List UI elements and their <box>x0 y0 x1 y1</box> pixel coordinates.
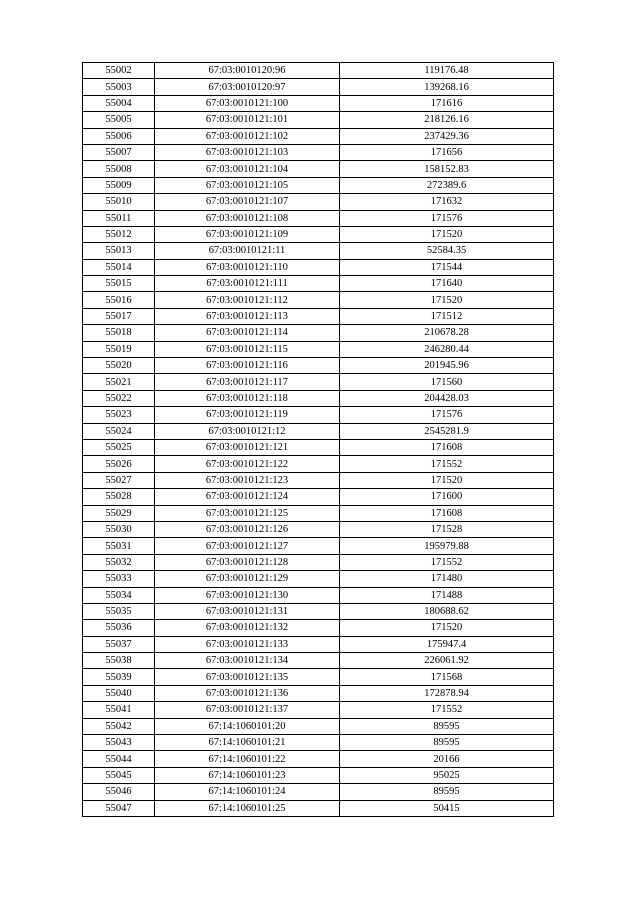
row-number-cell: 55040 <box>83 685 155 701</box>
cadastral-number-cell: 67:14:1060101:20 <box>155 718 340 734</box>
row-number-cell: 55022 <box>83 390 155 406</box>
table-row <box>83 226 554 242</box>
value-cell: 204428.03 <box>340 390 554 406</box>
cadastral-number-cell: 67:03:0010121:134 <box>155 653 340 669</box>
row-number-cell: 55012 <box>83 226 155 242</box>
value-cell: 171488 <box>340 587 554 603</box>
value-cell: 171520 <box>340 226 554 242</box>
table-row <box>83 308 554 324</box>
value-cell: 171552 <box>340 554 554 570</box>
row-number-cell: 55026 <box>83 456 155 472</box>
row-number-cell: 55007 <box>83 144 155 160</box>
table-row <box>83 243 554 259</box>
row-number-cell: 55011 <box>83 210 155 226</box>
cadastral-number-cell: 67:03:0010121:135 <box>155 669 340 685</box>
row-number-cell: 55036 <box>83 620 155 636</box>
table-row <box>83 472 554 488</box>
cadastral-number-cell: 67:14:1060101:24 <box>155 784 340 800</box>
table-row <box>83 800 554 816</box>
value-cell: 180688.62 <box>340 603 554 619</box>
value-cell: 246280.44 <box>340 341 554 357</box>
row-number-cell: 55037 <box>83 636 155 652</box>
cadastral-number-cell: 67:03:0010121:130 <box>155 587 340 603</box>
cadastral-number-cell: 67:03:0010121:104 <box>155 161 340 177</box>
cadastral-number-cell: 67:03:0010121:105 <box>155 177 340 193</box>
value-cell: 171544 <box>340 259 554 275</box>
table-row <box>83 620 554 636</box>
row-number-cell: 55014 <box>83 259 155 275</box>
table-row <box>83 423 554 439</box>
row-number-cell: 55008 <box>83 161 155 177</box>
cadastral-number-cell: 67:03:0010121:111 <box>155 276 340 292</box>
cadastral-number-cell: 67:03:0010121:117 <box>155 374 340 390</box>
table-row <box>83 685 554 701</box>
value-cell: 272389.6 <box>340 177 554 193</box>
row-number-cell: 55009 <box>83 177 155 193</box>
value-cell: 139268.16 <box>340 79 554 95</box>
row-number-cell: 55005 <box>83 112 155 128</box>
cadastral-number-cell: 67:03:0010121:102 <box>155 128 340 144</box>
table-row <box>83 554 554 570</box>
cadastral-number-cell: 67:03:0010121:125 <box>155 505 340 521</box>
table-row <box>83 374 554 390</box>
row-number-cell: 55020 <box>83 358 155 374</box>
row-number-cell: 55044 <box>83 751 155 767</box>
row-number-cell: 55024 <box>83 423 155 439</box>
cadastral-number-cell: 67:14:1060101:25 <box>155 800 340 816</box>
value-cell: 171528 <box>340 521 554 537</box>
cadastral-number-cell: 67:03:0010121:132 <box>155 620 340 636</box>
value-cell: 171520 <box>340 620 554 636</box>
value-cell: 119176.48 <box>340 63 554 79</box>
cadastral-number-cell: 67:03:0010121:129 <box>155 571 340 587</box>
value-cell: 210678.28 <box>340 325 554 341</box>
cadastral-number-cell: 67:03:0010121:123 <box>155 472 340 488</box>
table-row <box>83 669 554 685</box>
row-number-cell: 55043 <box>83 735 155 751</box>
value-cell: 171608 <box>340 439 554 455</box>
value-cell: 89595 <box>340 784 554 800</box>
table-row <box>83 358 554 374</box>
row-number-cell: 55019 <box>83 341 155 357</box>
row-number-cell: 55033 <box>83 571 155 587</box>
row-number-cell: 55006 <box>83 128 155 144</box>
cadastral-number-cell: 67:03:0010121:107 <box>155 194 340 210</box>
cadastral-number-cell: 67:03:0010121:137 <box>155 702 340 718</box>
table-row <box>83 489 554 505</box>
cadastral-number-cell: 67:14:1060101:21 <box>155 735 340 751</box>
cadastral-number-cell: 67:03:0010121:133 <box>155 636 340 652</box>
row-number-cell: 55004 <box>83 95 155 111</box>
cadastral-number-cell: 67:03:0010121:116 <box>155 358 340 374</box>
value-cell: 171512 <box>340 308 554 324</box>
cadastral-number-cell: 67:14:1060101:22 <box>155 751 340 767</box>
cadastral-number-cell: 67:03:0010121:12 <box>155 423 340 439</box>
table-row <box>83 341 554 357</box>
cadastral-number-cell: 67:03:0010121:113 <box>155 308 340 324</box>
table-row <box>83 735 554 751</box>
value-cell: 171560 <box>340 374 554 390</box>
cadastral-number-cell: 67:03:0010121:115 <box>155 341 340 357</box>
row-number-cell: 55021 <box>83 374 155 390</box>
table-row <box>83 259 554 275</box>
table-row <box>83 407 554 423</box>
row-number-cell: 55016 <box>83 292 155 308</box>
value-cell: 52584.35 <box>340 243 554 259</box>
row-number-cell: 55010 <box>83 194 155 210</box>
row-number-cell: 55025 <box>83 439 155 455</box>
row-number-cell: 55015 <box>83 276 155 292</box>
table-row <box>83 194 554 210</box>
value-cell: 2545281.9 <box>340 423 554 439</box>
row-number-cell: 55039 <box>83 669 155 685</box>
cadastral-number-cell: 67:03:0010121:101 <box>155 112 340 128</box>
value-cell: 171640 <box>340 276 554 292</box>
cadastral-number-cell: 67:03:0010121:121 <box>155 439 340 455</box>
table-row <box>83 521 554 537</box>
value-cell: 171656 <box>340 144 554 160</box>
row-number-cell: 55003 <box>83 79 155 95</box>
table-row <box>83 784 554 800</box>
value-cell: 171600 <box>340 489 554 505</box>
cadastral-number-cell: 67:03:0010121:122 <box>155 456 340 472</box>
cadastral-number-cell: 67:03:0010121:110 <box>155 259 340 275</box>
value-cell: 158152.83 <box>340 161 554 177</box>
table-row <box>83 702 554 718</box>
data-table <box>82 62 554 817</box>
cadastral-number-cell: 67:03:0010121:11 <box>155 243 340 259</box>
cadastral-number-cell: 67:03:0010121:108 <box>155 210 340 226</box>
row-number-cell: 55017 <box>83 308 155 324</box>
cadastral-number-cell: 67:03:0010121:112 <box>155 292 340 308</box>
value-cell: 50415 <box>340 800 554 816</box>
table-row <box>83 439 554 455</box>
row-number-cell: 55047 <box>83 800 155 816</box>
table-row <box>83 718 554 734</box>
table-row <box>83 587 554 603</box>
cadastral-number-cell: 67:03:0010120:97 <box>155 79 340 95</box>
row-number-cell: 55035 <box>83 603 155 619</box>
value-cell: 201945.96 <box>340 358 554 374</box>
table-row <box>83 79 554 95</box>
value-cell: 195979.88 <box>340 538 554 554</box>
cadastral-number-cell: 67:03:0010121:131 <box>155 603 340 619</box>
table-row <box>83 538 554 554</box>
table-row <box>83 767 554 783</box>
row-number-cell: 55002 <box>83 63 155 79</box>
value-cell: 20166 <box>340 751 554 767</box>
value-cell: 171552 <box>340 456 554 472</box>
value-cell: 218126.16 <box>340 112 554 128</box>
value-cell: 175947.4 <box>340 636 554 652</box>
value-cell: 95025 <box>340 767 554 783</box>
table-row <box>83 636 554 652</box>
table-row <box>83 456 554 472</box>
value-cell: 171520 <box>340 472 554 488</box>
row-number-cell: 55031 <box>83 538 155 554</box>
cadastral-number-cell: 67:03:0010121:128 <box>155 554 340 570</box>
cadastral-number-cell: 67:14:1060101:23 <box>155 767 340 783</box>
table-row <box>83 63 554 79</box>
table-body <box>83 63 554 817</box>
row-number-cell: 55041 <box>83 702 155 718</box>
value-cell: 171632 <box>340 194 554 210</box>
table-row <box>83 292 554 308</box>
value-cell: 171608 <box>340 505 554 521</box>
table-row <box>83 95 554 111</box>
row-number-cell: 55028 <box>83 489 155 505</box>
value-cell: 226061.92 <box>340 653 554 669</box>
value-cell: 171568 <box>340 669 554 685</box>
value-cell: 171520 <box>340 292 554 308</box>
table-row <box>83 390 554 406</box>
table-row <box>83 653 554 669</box>
row-number-cell: 55023 <box>83 407 155 423</box>
table-row <box>83 161 554 177</box>
table-row <box>83 505 554 521</box>
table-row <box>83 276 554 292</box>
cadastral-number-cell: 67:03:0010120:96 <box>155 63 340 79</box>
cadastral-number-cell: 67:03:0010121:119 <box>155 407 340 423</box>
table-row <box>83 112 554 128</box>
cadastral-number-cell: 67:03:0010121:109 <box>155 226 340 242</box>
value-cell: 171576 <box>340 210 554 226</box>
table-row <box>83 603 554 619</box>
value-cell: 237429.36 <box>340 128 554 144</box>
cadastral-number-cell: 67:03:0010121:127 <box>155 538 340 554</box>
cadastral-number-cell: 67:03:0010121:124 <box>155 489 340 505</box>
row-number-cell: 55030 <box>83 521 155 537</box>
table-row <box>83 751 554 767</box>
row-number-cell: 55027 <box>83 472 155 488</box>
table-row <box>83 571 554 587</box>
cadastral-number-cell: 67:03:0010121:103 <box>155 144 340 160</box>
value-cell: 172878.94 <box>340 685 554 701</box>
row-number-cell: 55018 <box>83 325 155 341</box>
value-cell: 171552 <box>340 702 554 718</box>
row-number-cell: 55034 <box>83 587 155 603</box>
table-row <box>83 210 554 226</box>
row-number-cell: 55013 <box>83 243 155 259</box>
value-cell: 171616 <box>340 95 554 111</box>
value-cell: 171576 <box>340 407 554 423</box>
row-number-cell: 55029 <box>83 505 155 521</box>
row-number-cell: 55038 <box>83 653 155 669</box>
table-row <box>83 128 554 144</box>
row-number-cell: 55032 <box>83 554 155 570</box>
value-cell: 171480 <box>340 571 554 587</box>
table-row <box>83 144 554 160</box>
value-cell: 89595 <box>340 718 554 734</box>
row-number-cell: 55042 <box>83 718 155 734</box>
row-number-cell: 55045 <box>83 767 155 783</box>
cadastral-number-cell: 67:03:0010121:136 <box>155 685 340 701</box>
table-row <box>83 325 554 341</box>
row-number-cell: 55046 <box>83 784 155 800</box>
table-row <box>83 177 554 193</box>
cadastral-number-cell: 67:03:0010121:118 <box>155 390 340 406</box>
cadastral-number-cell: 67:03:0010121:114 <box>155 325 340 341</box>
cadastral-number-cell: 67:03:0010121:100 <box>155 95 340 111</box>
cadastral-number-cell: 67:03:0010121:126 <box>155 521 340 537</box>
value-cell: 89595 <box>340 735 554 751</box>
